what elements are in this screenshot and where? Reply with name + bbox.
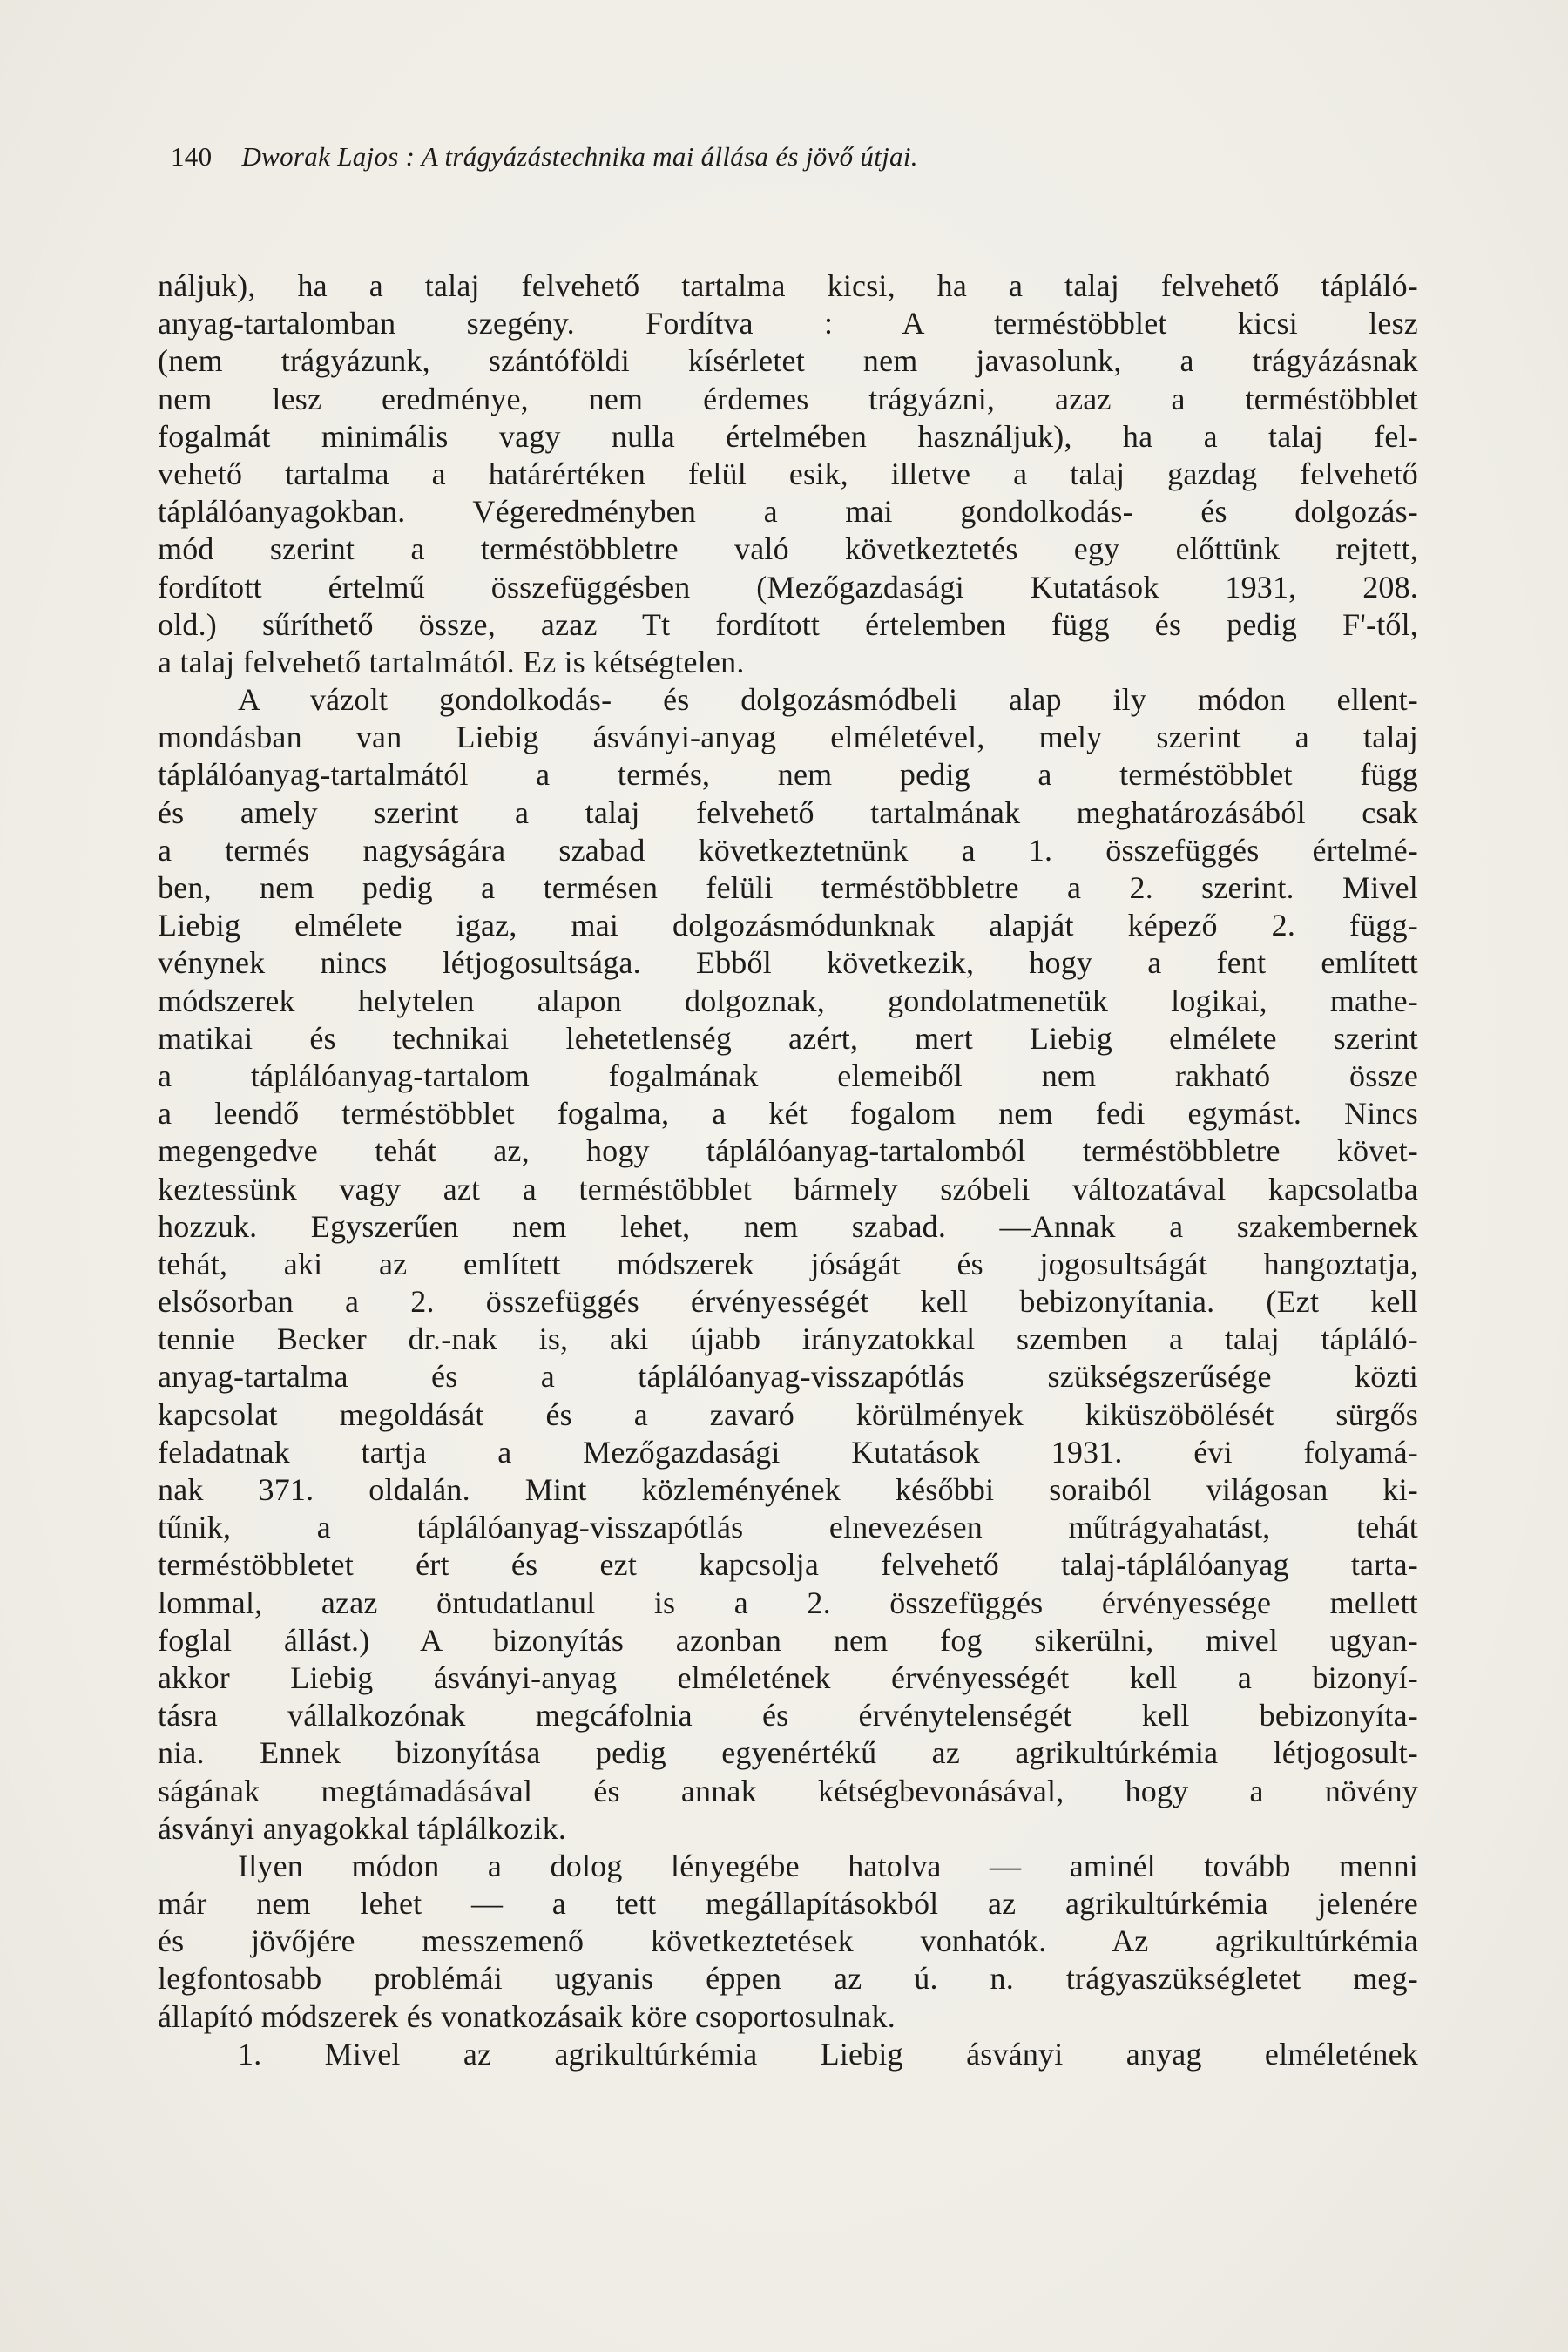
text-line: táplálóanyagokban. Végeredményben a mai gondolkodás- és dolgozás- bbox=[158, 494, 1418, 530]
text-line: nem lesz eredménye, nem érdemes trágyázni, azaz a terméstöbblet bbox=[158, 381, 1418, 416]
text-line: a termés nagyságára szabad következtetnünk a 1. összefüggés értelmé- bbox=[158, 832, 1418, 868]
text-line: a leendő terméstöbblet fogalma, a két fogalom nem fedi egymást. Nincs bbox=[158, 1096, 1418, 1132]
text-line: megengedve tehát az, hogy táplálóanyag-tartalomból terméstöbbletre követ- bbox=[158, 1133, 1418, 1169]
text-line: táplálóanyag-tartalmától a termés, nem pedig a terméstöbblet függ bbox=[158, 757, 1418, 793]
text-line: 1. Mivel az agrikultúrkémia Liebig ásványi anyag elméletének bbox=[238, 2036, 1418, 2072]
text-line: ságának megtámadásával és annak kétségbevonásával, hogy a növény bbox=[158, 1773, 1418, 1808]
text-line: fogalmát minimális vagy nulla értelmében használjuk), ha a talaj fel- bbox=[158, 418, 1418, 454]
text-line: már nem lehet — a tett megállapításokból az agrikultúrkémia jelenére bbox=[158, 1886, 1418, 1922]
text-line: Liebig elmélete igaz, mai dolgozásmódunknak alapját képező 2. függ- bbox=[158, 908, 1418, 943]
text-line: (nem trágyázunk, szántóföldi kísérletet nem javasolunk, a trágyázásnak bbox=[158, 343, 1418, 379]
text-line: módszerek helytelen alapon dolgoznak, gondolatmenetük logikai, mathe- bbox=[158, 983, 1418, 1018]
text-line: mód szerint a terméstöbbletre való következtetés egy előttünk rejtett, bbox=[158, 531, 1418, 567]
text-line: és jövőjére messzemenő következtetések vonhatók. Az agrikultúrkémia bbox=[158, 1923, 1418, 1959]
text-line: Ilyen módon a dolog lényegébe hatolva — aminél tovább menni bbox=[238, 1848, 1418, 1883]
text-line: matikai és technikai lehetetlenség azért, mert Liebig elmélete szerint bbox=[158, 1020, 1418, 1056]
text-line: nia. Ennek bizonyítása pedig egyenértékű az agrikultúrkémia létjogosult- bbox=[158, 1735, 1418, 1771]
text-line: akkor Liebig ásványi-anyag elméletének érvényességét kell a bizonyí- bbox=[158, 1659, 1418, 1695]
text-line: náljuk), ha a talaj felvehető tartalma kicsi, ha a talaj felvehető tápláló- bbox=[158, 268, 1418, 303]
body-text bbox=[158, 267, 1418, 2073]
text-line: lommal, azaz öntudatlanul is a 2. összefüggés érvényessége mellett bbox=[158, 1585, 1418, 1620]
text-line: ben, nem pedig a termésen felüli terméstöbbletre a 2. szerint. Mivel bbox=[158, 870, 1418, 905]
text-line: terméstöbbletet ért és ezt kapcsolja felvehető talaj-táplálóanyag tarta- bbox=[158, 1547, 1418, 1583]
text-line: a talaj felvehető tartalmától. Ez is kétségtelen. bbox=[158, 644, 745, 679]
text-line: anyag-tartalma és a táplálóanyag-visszapótlás szükségszerűsége közti bbox=[158, 1359, 1418, 1395]
text-line: keztessünk vagy azt a terméstöbblet bármely szóbeli változatával kapcsolatba bbox=[158, 1171, 1418, 1206]
text-line: nak 371. oldalán. Mint közleményének későbbi soraiból világosan ki- bbox=[158, 1472, 1418, 1507]
text-line: és amely szerint a talaj felvehető tartalmának meghatározásából csak bbox=[158, 794, 1418, 830]
page-header bbox=[171, 139, 1408, 174]
text-line: hozzuk. Egyszerűen nem lehet, nem szabad. —Annak a szakembernek bbox=[158, 1208, 1418, 1244]
text-line: tehát, aki az említett módszerek jóságát és jogosultságát hangoztatja, bbox=[158, 1246, 1418, 1281]
text-line: elsősorban a 2. összefüggés érvényességét kell bebizonyítania. (Ezt kell bbox=[158, 1284, 1418, 1320]
running-title: Dworak Lajos : A trágyázástechnika mai állása és jövő útjai. bbox=[241, 141, 918, 172]
text-line: állapító módszerek és vonatkozásaik köre csoportosulnak. bbox=[158, 1998, 896, 2034]
text-line: feladatnak tartja a Mezőgazdasági Kutatások 1931. évi folyamá- bbox=[158, 1434, 1418, 1470]
text-line: fordított értelmű összefüggésben (Mezőgazdasági Kutatások 1931, 208. bbox=[158, 569, 1418, 605]
text-line: anyag-tartalomban szegény. Fordítva : A terméstöbblet kicsi lesz bbox=[158, 306, 1418, 341]
text-line: tűnik, a táplálóanyag-visszapótlás elnevezésen műtrágyahatást, tehát bbox=[158, 1510, 1418, 1545]
text-line: legfontosabb problémái ugyanis éppen az ú. n. trágyaszükségletet meg- bbox=[158, 1961, 1418, 1997]
text-line: tennie Becker dr.-nak is, aki újabb irányzatokkal szemben a talaj tápláló- bbox=[158, 1321, 1418, 1357]
text-line: kapcsolat megoldását és a zavaró körülmények kiküszöbölését sürgős bbox=[158, 1396, 1418, 1432]
text-line: vehető tartalma a határértéken felül esik, illetve a talaj gazdag felvehető bbox=[158, 456, 1418, 491]
text-line: tásra vállalkozónak megcáfolnia és érvénytelenségét kell bebizonyíta- bbox=[158, 1698, 1418, 1734]
text-line: a táplálóanyag-tartalom fogalmának elemeiből nem rakható össze bbox=[158, 1058, 1418, 1093]
text-line: ásványi anyagokkal táplálkozik. bbox=[158, 1810, 567, 1846]
text-line: A vázolt gondolkodás- és dolgozásmódbeli alap ily módon ellent- bbox=[238, 682, 1418, 718]
text-line: mondásban van Liebig ásványi-anyag elméletével, mely szerint a talaj bbox=[158, 720, 1418, 755]
text-line: old.) sűríthető össze, azaz Tt fordított értelemben függ és pedig F'-től, bbox=[158, 606, 1418, 642]
page-number: 140 bbox=[171, 141, 213, 172]
text-line: foglal állást.) A bizonyítás azonban nem fog sikerülni, mivel ugyan- bbox=[158, 1622, 1418, 1658]
text-line: vénynek nincs létjogosultsága. Ebből következik, hogy a fent említett bbox=[158, 945, 1418, 981]
